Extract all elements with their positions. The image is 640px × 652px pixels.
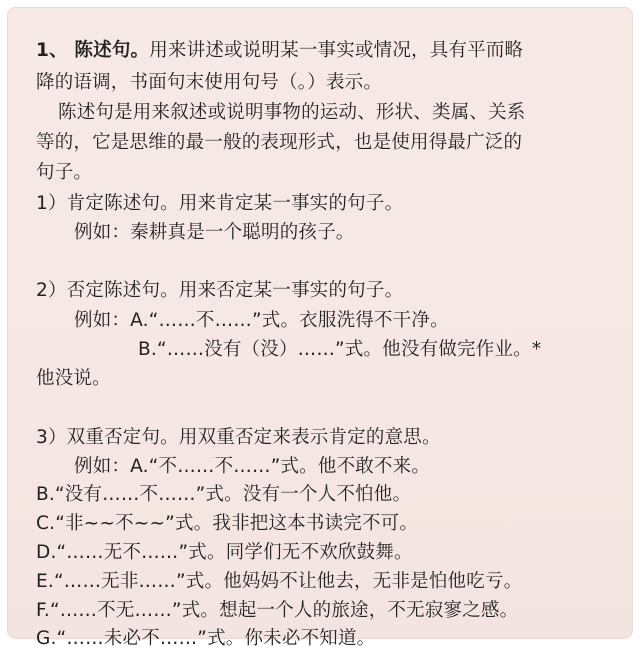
negative-example-b: B.“……没有（没）……”式。他没有做完作业。* [138, 339, 542, 360]
section-1-heading: 1、 陈述句。 [36, 40, 150, 61]
double-negative-title: 3）双重否定句。用双重否定来表示肯定的意思。 [36, 427, 441, 448]
double-negative-item-b: B.“没有……不……”式。没有一个人不怕他。 [36, 484, 412, 505]
negative-example-b-cont: 他没说。 [36, 368, 111, 389]
section-1-para-line-3: 句子。 [36, 162, 93, 183]
document-card [8, 8, 632, 649]
section-1-para-line-1: 陈述句是用来叙述或说明事物的运动、形状、类属、关系 [58, 102, 526, 123]
double-negative-example-a: 例如：A.“不……不……”式。他不敢不来。 [74, 456, 431, 477]
section-1-definition: 用来讲述或说明某一事实或情况，具有平而略 [149, 40, 524, 61]
double-negative-item-e: E.“……无非……”式。他妈妈不让他去，无非是怕他吃亏。 [36, 571, 523, 592]
negative-example-a: 例如：A.“……不……”式。衣服洗得不干净。 [74, 310, 449, 331]
double-negative-item-f: F.“……不无……”式。想起一个人的旅途，不无寂寥之感。 [36, 600, 519, 621]
section-1-line-1 [36, 38, 523, 64]
affirmative-example: 例如：秦耕真是一个聪明的孩子。 [74, 222, 355, 243]
grammar-document [8, 8, 632, 649]
double-negative-item-d: D.“……无不……”式。同学们无不欢欣鼓舞。 [36, 542, 413, 563]
negative-title: 2）否定陈述句。用来否定某一事实的句子。 [36, 280, 404, 301]
section-1-definition-cont: 降的语调，书面句末使用句号（。）表示。 [36, 72, 383, 93]
section-1-para-line-2: 等的，它是思维的最一般的表现形式，也是使用得最广泛的 [36, 132, 523, 153]
double-negative-item-g: G.“……未必不……”式。你未必不知道。 [36, 628, 376, 649]
affirmative-title: 1）肯定陈述句。用来肯定某一事实的句子。 [36, 193, 404, 214]
double-negative-item-c: C.“非~~不~~”式。我非把这本书读完不可。 [36, 513, 419, 534]
